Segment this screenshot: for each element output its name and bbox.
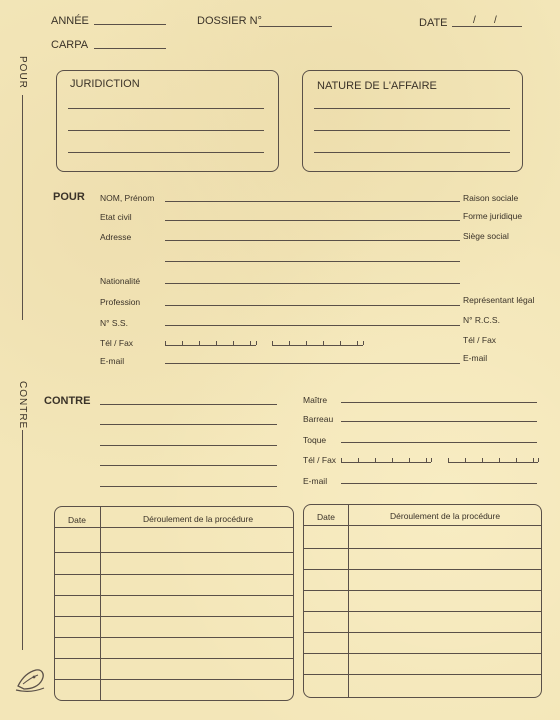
contre-tel-field[interactable] <box>341 462 431 463</box>
pour-field-nom[interactable] <box>165 201 460 202</box>
table-left-proc-header: Déroulement de la procédure <box>143 514 254 524</box>
side-contre-label: CONTRE <box>17 381 28 430</box>
pour-label-siege-social: Siège social <box>463 231 509 241</box>
pour-label-adresse: Adresse <box>100 232 132 242</box>
pour-field-adresse-2[interactable] <box>165 261 460 262</box>
pour-label-forme-juridique: Forme juridique <box>463 211 523 221</box>
contre-field-toque[interactable] <box>341 442 537 443</box>
pour-label-tel-fax: Tél / Fax <box>100 338 134 348</box>
nature-label: NATURE DE L'AFFAIRE <box>317 80 437 92</box>
table-right-date-header: Date <box>317 512 335 522</box>
contre-field-maitre[interactable] <box>341 402 537 403</box>
juridiction-label: JURIDICTION <box>70 78 140 90</box>
juridiction-line-1[interactable] <box>68 108 264 109</box>
pour-tel-field[interactable] <box>165 345 256 346</box>
contre-label-email: E-mail <box>303 476 328 486</box>
pour-label-rcs: N° R.C.S. <box>463 315 500 325</box>
contre-field-4[interactable] <box>100 465 277 466</box>
dossier-label: DOSSIER N° <box>197 15 262 27</box>
pour-label-etat-civil: Etat civil <box>100 212 132 222</box>
juridiction-line-2[interactable] <box>68 130 264 131</box>
pour-field-nss[interactable] <box>165 325 460 326</box>
contre-field-1[interactable] <box>100 404 277 405</box>
pour-label-nom: NOM, Prénom <box>100 193 155 203</box>
dossier-field[interactable] <box>259 26 332 27</box>
annee-field[interactable] <box>94 24 166 25</box>
pour-field-email[interactable] <box>165 363 460 364</box>
contre-field-2[interactable] <box>100 424 277 425</box>
contre-title: CONTRE <box>44 395 91 407</box>
nature-line-2[interactable] <box>314 130 510 131</box>
contre-field-email[interactable] <box>341 483 537 484</box>
pour-fax-field[interactable] <box>272 345 363 346</box>
pour-title: POUR <box>53 191 85 203</box>
contre-field-barreau[interactable] <box>341 421 537 422</box>
date-field[interactable] <box>452 26 522 27</box>
date-label: DATE <box>419 17 448 29</box>
pour-label-tel-fax-2: Tél / Fax <box>463 335 497 345</box>
pour-field-profession[interactable] <box>165 305 460 306</box>
contre-field-5[interactable] <box>100 486 277 487</box>
pour-label-representant: Représentant légal <box>463 295 535 305</box>
pour-label-email-2: E-mail <box>463 353 488 363</box>
procedure-table-right <box>303 504 542 698</box>
side-pour-label: POUR <box>17 56 28 89</box>
pour-field-etat-civil[interactable] <box>165 220 460 221</box>
procedure-table-left <box>54 506 294 701</box>
table-right-proc-header: Déroulement de la procédure <box>390 511 501 521</box>
juridiction-line-3[interactable] <box>68 152 264 153</box>
carpa-field[interactable] <box>94 48 166 49</box>
date-separator-1: / <box>473 15 476 26</box>
annee-label: ANNÉE <box>51 15 89 27</box>
date-separator-2: / <box>494 15 497 26</box>
pour-label-nss: N° S.S. <box>100 318 128 328</box>
side-pour-line <box>22 95 23 320</box>
contre-label-toque: Toque <box>303 435 327 445</box>
contre-label-tel-fax: Tél / Fax <box>303 455 337 465</box>
contre-label-barreau: Barreau <box>303 414 334 424</box>
side-contre-line <box>22 430 23 650</box>
nature-line-3[interactable] <box>314 152 510 153</box>
contre-fax-field[interactable] <box>448 462 538 463</box>
contre-field-3[interactable] <box>100 445 277 446</box>
pour-label-email: E-mail <box>100 356 125 366</box>
brand-logo-icon <box>14 664 48 694</box>
table-left-date-header: Date <box>68 515 86 525</box>
pour-field-nationalite[interactable] <box>165 283 460 284</box>
pour-label-nationalite: Nationalité <box>100 276 141 286</box>
contre-label-maitre: Maître <box>303 395 328 405</box>
carpa-label: CARPA <box>51 39 89 51</box>
pour-label-raison-sociale: Raison sociale <box>463 193 519 203</box>
nature-line-1[interactable] <box>314 108 510 109</box>
pour-label-profession: Profession <box>100 297 141 307</box>
pour-field-adresse[interactable] <box>165 240 460 241</box>
